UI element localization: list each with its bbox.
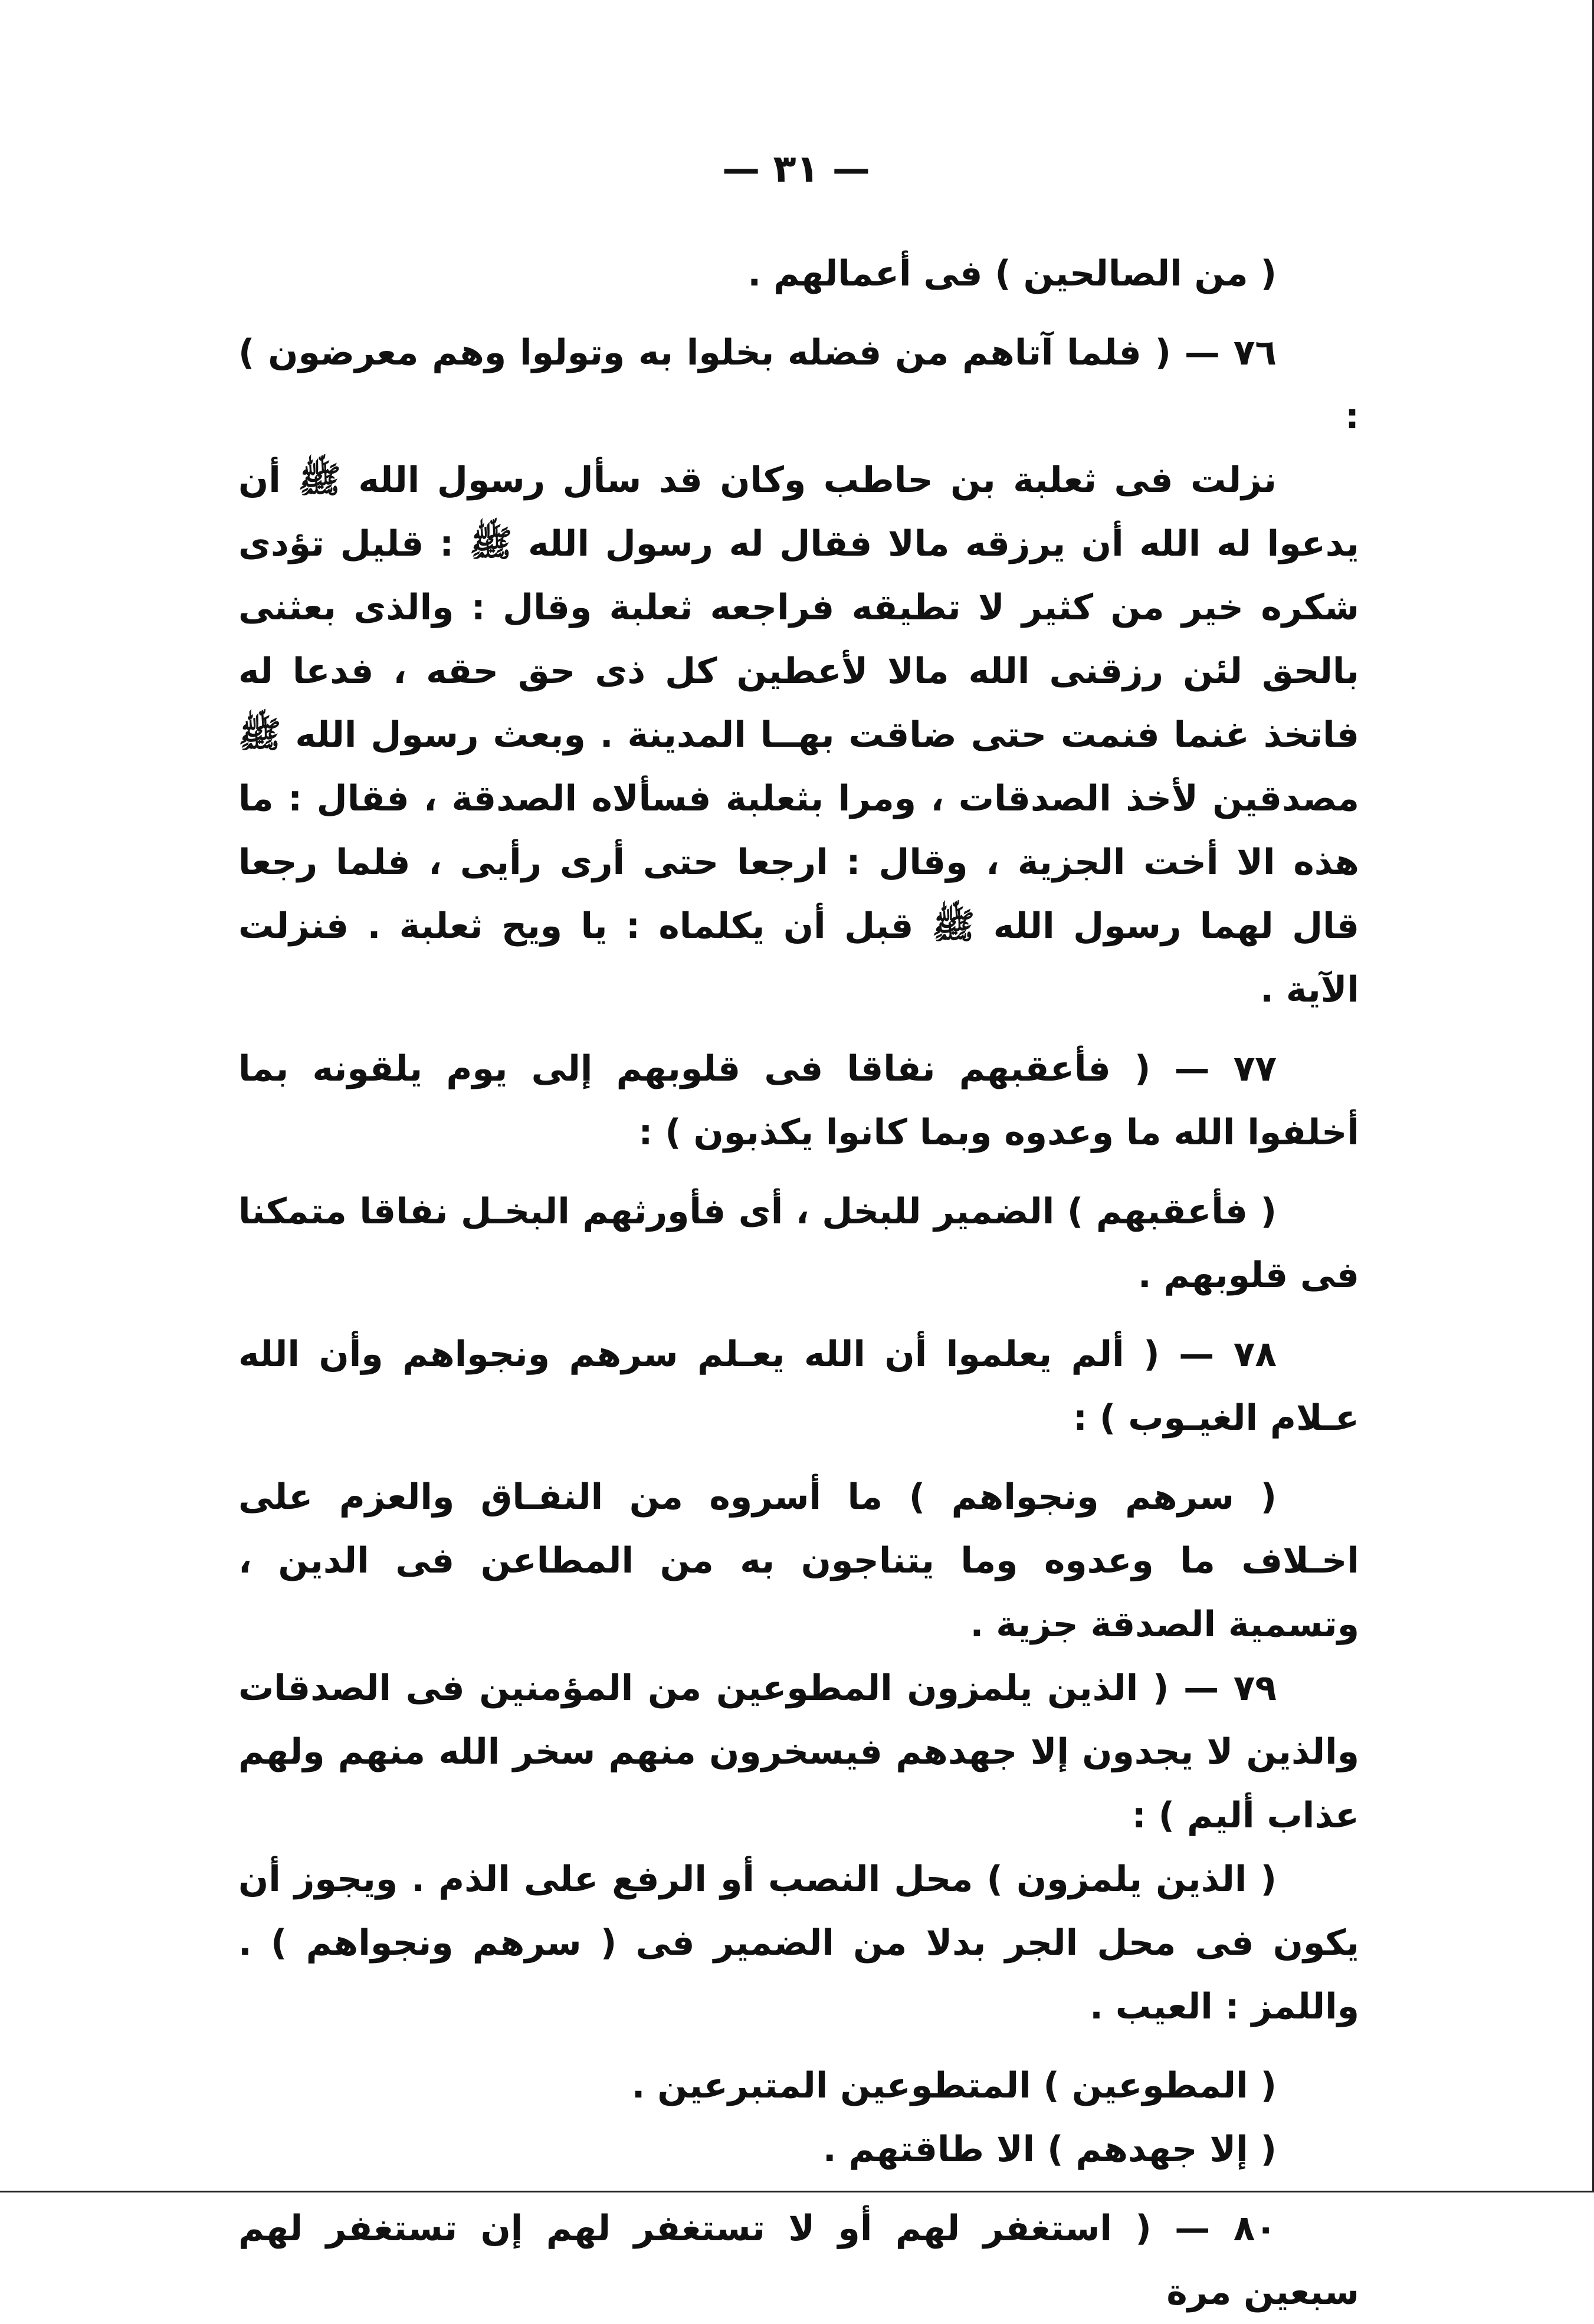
paragraph-tha-laba: نزلت فى ثعلبة بن حاطب وكان قد سأل رسول الله ﷺ أن يدعوا له الله أن يرزقه مالا فقال له رسول الله ﷺ : قليل تؤدى شكره خير من كثير لا تطيقه فراجعه ثعلبة وقال : والذى بعثنى بالحق لئن رزقنى الله مالا لأعطين كل ذى حق حقه ، فدعا له فاتخذ غنما فنمت حتى ضاقت بهــا المدينة . وبعث رسول الله ﷺ مصدقين لأخذ الصدقات ، ومرا بثعلبة فسألاه الصدقة ، فقال : ما هذه الا أخت الجزية ، وقال : ارجعا حتى أرى رأيى ، فلما رجعا قال لهما رسول الله ﷺ قبل أن يكلماه : يا ويح ثعلبة . فنزلت الآية . [238,459,1359,1010]
verse-78: ٧٨ — ( ألم يعلموا أن الله يعـلم سرهم ونجواهم وأن الله عـلام الغيـوب ) : [238,1334,1359,1439]
paragraph-1: ( من الصالحين ) فى أعمالهم . [747,253,1277,294]
page-body [238,242,1359,2324]
verse-76: ٧٦ — ( فلما آتاهم من فضله بخلوا به وتولوا وهم معرضون ) : [238,332,1359,437]
paragraph-explanation-77: ( فأعقبهم ) الضمير للبخل ، أى فأورثهم البخـل نفاقا متمكنا فى قلوبهم . [238,1191,1359,1296]
verse-79: ٧٩ — ( الذين يلمزون المطوعين من المؤمنين فى الصدقات والذين لا يجدون إلا جهدهم فيسخرون منهم سخر الله منهم ولهم عذاب أليم ) : [238,1667,1359,1836]
paragraph-mutawwi-in: ( المطوعين ) المتطوعين المتبرعين . [631,2065,1277,2106]
verse-77: ٧٧ — ( فأعقبهم نفاقا فى قلوبهم إلى يوم يلقونه بما أخلفوا الله ما وعدوه وبما كانوا يكذبون ) : [238,1048,1359,1153]
paragraph-explanation-79: ( الذين يلمزون ) محل النصب أو الرفع على الذم . ويجوز أن يكون فى محل الجر بدلا من الضمير فى ( سرهم ونجواهم ) . واللمز : العيب . [238,1859,1359,2027]
verse-80: ٨٠ — ( استغفر لهم أو لا تستغفر لهم إن تستغفر لهم سبعين مرة [238,2208,1359,2313]
paragraph-explanation-78: ( سرهم ونجواهم ) ما أسروه من النفـاق والعزم على اخـلاف ما وعدوه وما يتناجون به من المطاعن فى الدين ، وتسمية الصدقة جزية . [238,1476,1359,1645]
paragraph-juhdahum: ( إلا جهدهم ) الا طاقتهم . [822,2129,1277,2170]
page-number: — ٣١ — [722,147,870,191]
